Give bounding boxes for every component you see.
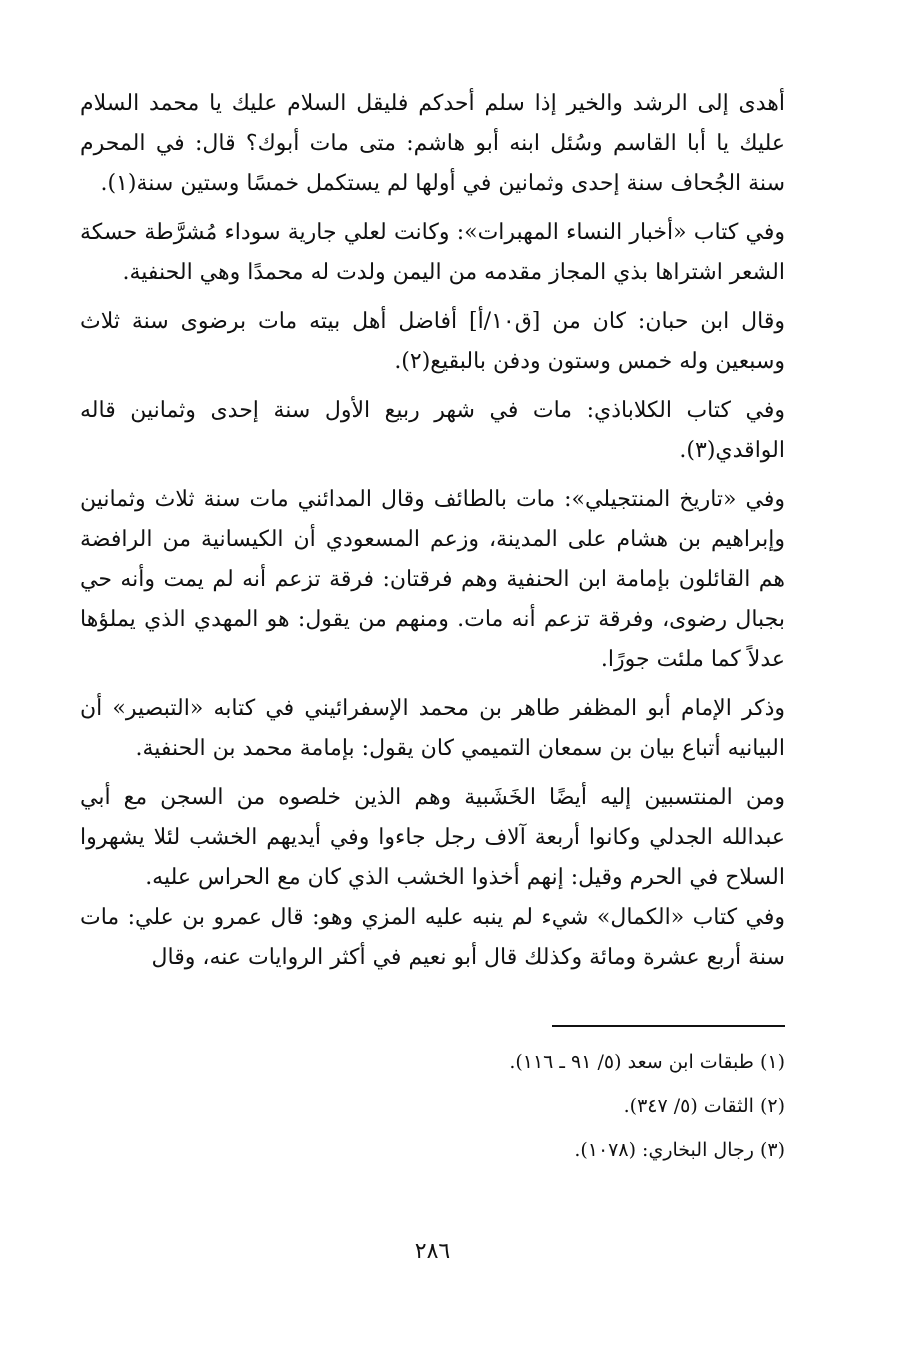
footnote: (١) طبقات ابن سعد (٥/ ٩١ ـ ١١٦). [509, 1051, 785, 1073]
paragraph: ومن المنتسبين إليه أيضًا الخَشَبية وهم الذين خلصوه من السجن مع أبي عبدالله الجدلي وكانوا أربعة آلاف رجل جاءوا وفي أيديهم الخشب لئلا يشهروا السلاح في الحرم وقيل: إنهم أخذوا الخشب الذي كان مع الحراس عليه. [80, 785, 785, 890]
book-page [80, 84, 785, 1324]
paragraph: وفي كتاب «أخبار النساء المهبرات»: وكانت لعلي جارية سوداء مُشرَّطة حسكة الشعر اشتراها بذي المجاز مقدمه من اليمن ولدت له محمدًا وهي الحنفية. [80, 220, 785, 285]
main-text [80, 84, 785, 978]
paragraph: أهدى إلى الرشد والخير إذا سلم أحدكم فليقل السلام عليك يا محمد السلام عليك يا أبا القاسم وسُئل ابنه أبو هاشم: متى مات أبوك؟ قال: في المحرم سنة الجُحاف سنة إحدى وثمانين في أولها لم يستكمل خمسًا وستين سنة(١). [80, 91, 785, 196]
paragraph: وذكر الإمام أبو المظفر طاهر بن محمد الإسفرائيني في كتابه «التبصير» أن البيانيه أتباع بيان بن سمعان التميمي كان يقول: بإمامة محمد بن الحنفية. [80, 696, 785, 761]
paragraph: وفي كتاب الكلاباذي: مات في شهر ربيع الأول سنة إحدى وثمانين قاله الواقدي(٣). [80, 398, 785, 463]
paragraph: وفي «تاريخ المنتجيلي»: مات بالطائف وقال المدائني مات سنة ثلاث وثمانين وإبراهيم بن هشام على المدينة، وزعم المسعودي أن الكيسانية من الرافضة هم القائلون بإمامة ابن الحنفية وهم فرقتان: فرقة تزعم أنه لم يمت وأنه حي بجبال رضوى، وفرقة تزعم أنه مات. ومنهم من يقول: هو المهدي الذي يملؤها عدلاً كما ملئت جورًا. [80, 487, 785, 672]
paragraph: وقال ابن حبان: كان من [ق١٠/أ] أفاضل أهل بيته مات برضوى سنة ثلاث وسبعين وله خمس وستون ودفن بالبقيع(٢). [80, 309, 785, 374]
paragraph: وفي كتاب «الكمال» شيء لم ينبه عليه المزي وهو: قال عمرو بن علي: مات سنة أربع عشرة ومائة وكذلك قال أبو نعيم في أكثر الروايات عنه، وقال [80, 905, 785, 970]
footnote-separator [552, 1025, 785, 1027]
footnotes [80, 1042, 785, 1174]
page-number: ٢٨٦ [414, 1239, 451, 1264]
footnote: (٢) الثقات (٥/ ٣٤٧). [623, 1095, 785, 1117]
footnote: (٣) رجال البخاري: (١٠٧٨). [574, 1139, 785, 1161]
